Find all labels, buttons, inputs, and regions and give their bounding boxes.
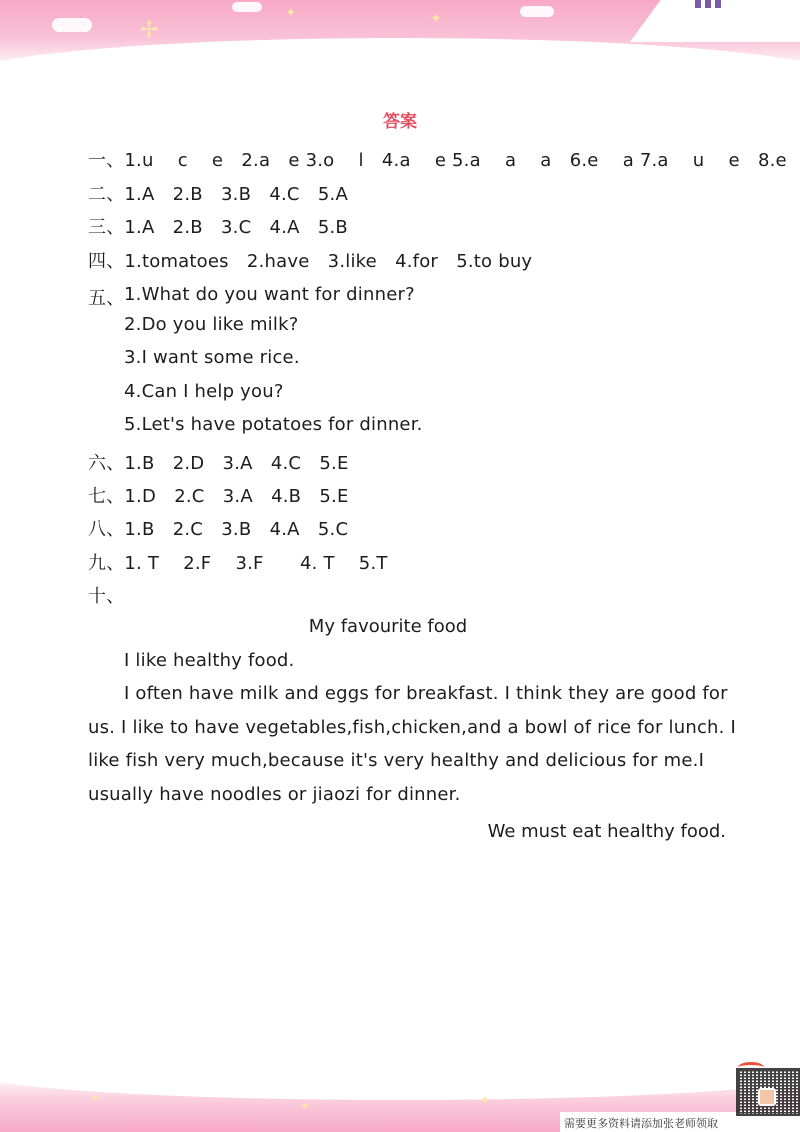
header-accent	[695, 0, 701, 8]
essay-title: My favourite food	[308, 616, 468, 637]
answer-5-item: 1.What do you want for dinner?	[124, 284, 415, 305]
essay-line: I like healthy food.	[124, 650, 295, 671]
essay-line: like fish very much,because it's very healthy and delicious for me.I	[88, 750, 705, 771]
answer-5-item: 4.Can I help you?	[124, 381, 284, 402]
essay-line: us. I like to have vegetables,fish,chicken,and a bowl of rice for lunch. I	[88, 717, 736, 738]
essay-line: usually have noodles or jiaozi for dinner.	[88, 784, 461, 805]
answer-line-2: 二、1.A 2.B 3.B 4.C 5.A	[88, 184, 348, 205]
header-accent	[705, 0, 711, 8]
answer-line-6: 六、1.B 2.D 3.A 4.C 5.E	[88, 453, 349, 474]
sparkle-icon: ✦	[480, 1093, 491, 1107]
answer-line-7: 七、1.D 2.C 3.A 4.B 5.E	[88, 486, 349, 507]
page-title: 答案	[383, 112, 417, 132]
footer-note: 需要更多资料请添加张老师领取	[564, 1117, 718, 1130]
essay-line: I often have milk and eggs for breakfast. I think they are good for	[124, 683, 728, 704]
cloud-icon	[520, 6, 554, 17]
header-accent	[715, 0, 721, 8]
answer-line-9: 九、1. T 2.F 3.F 4. T 5.T	[88, 553, 388, 574]
header-wave	[0, 38, 800, 98]
cloud-icon	[232, 2, 262, 12]
sparkle-icon: ✦	[90, 1091, 101, 1105]
avatar	[758, 1088, 776, 1106]
sparkle-icon: ✦	[430, 11, 442, 27]
sparkle-icon: ✦	[300, 1099, 311, 1113]
answer-5-item: 5.Let's have potatoes for dinner.	[124, 414, 423, 435]
answer-line-5-label: 五、	[88, 288, 125, 309]
answer-line-3: 三、1.A 2.B 3.C 4.A 5.B	[88, 217, 348, 238]
sparkle-icon: ✢	[140, 18, 159, 43]
answer-line-1: 一、1.u c e 2.a e 3.o l 4.a e 5.a a a 6.e a 7.a u e 8.e	[88, 150, 787, 171]
answer-5-item: 3.I want some rice.	[124, 347, 300, 368]
sparkle-icon: ✦	[285, 5, 297, 21]
answer-5-item: 2.Do you like milk?	[124, 314, 299, 335]
answer-line-8: 八、1.B 2.C 3.B 4.A 5.C	[88, 519, 349, 540]
essay-closing: We must eat healthy food.	[487, 821, 726, 842]
cloud-icon	[52, 18, 92, 32]
answer-line-10: 十、	[88, 586, 125, 607]
answer-line-4: 四、1.tomatoes 2.have 3.like 4.for 5.to buy	[88, 251, 533, 272]
